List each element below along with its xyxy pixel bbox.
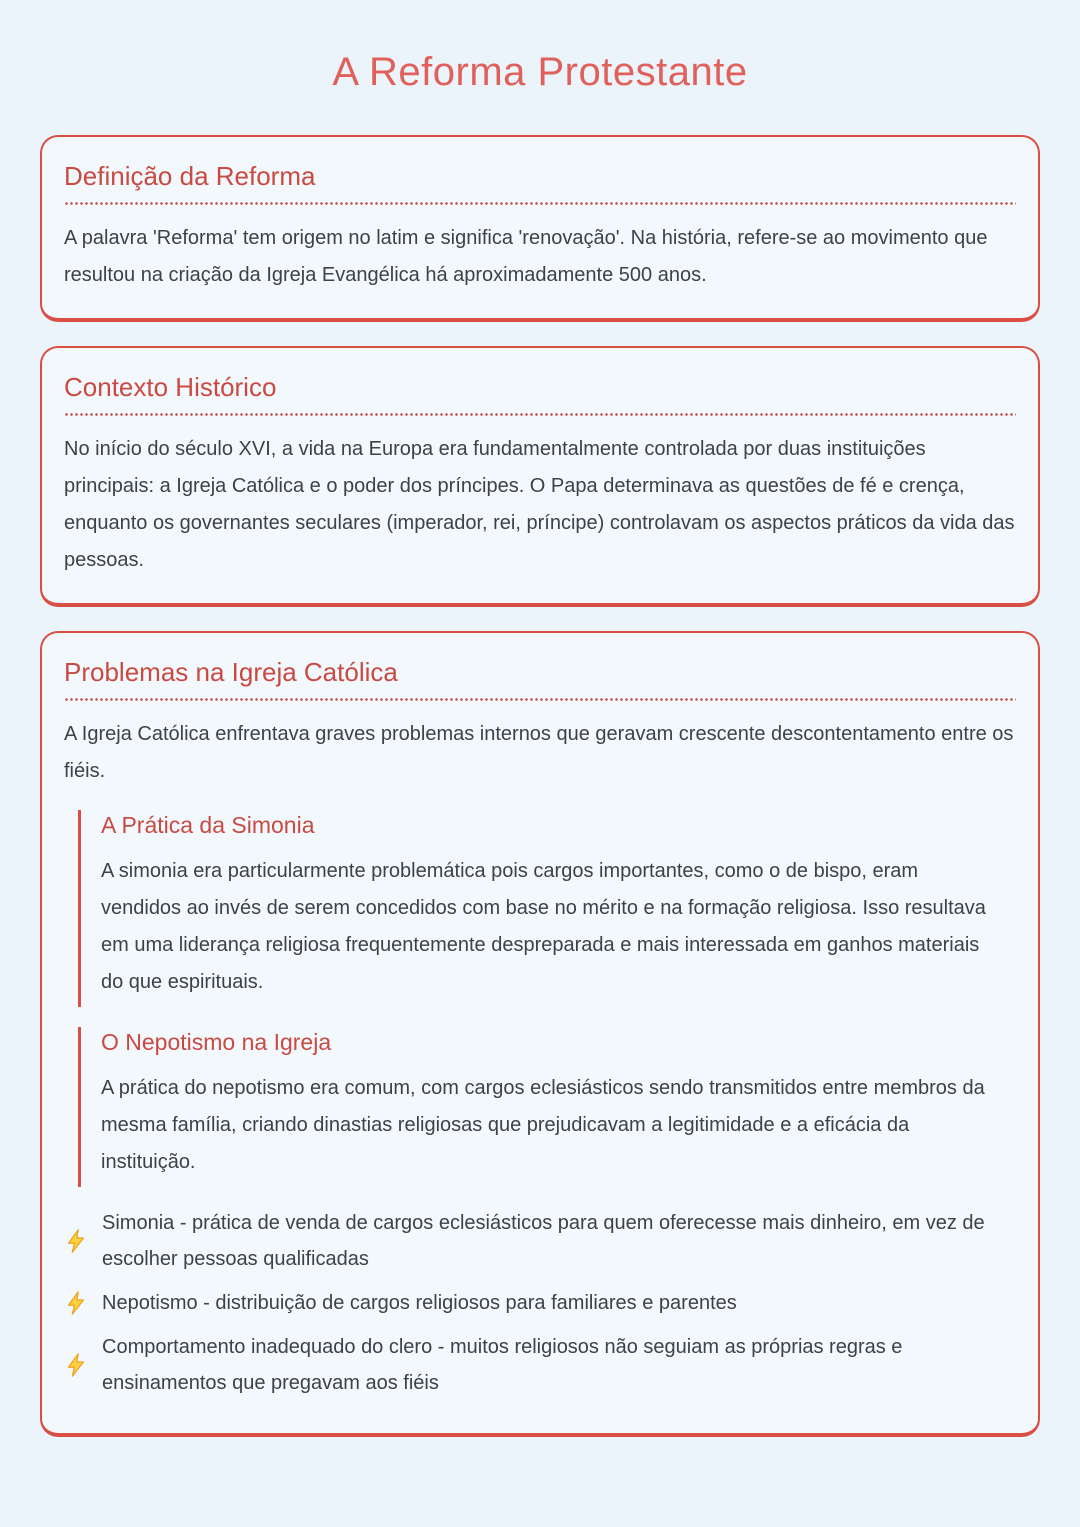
list-item-comportamento bbox=[64, 1329, 1016, 1401]
subsection-heading-simonia: A Prática da Simonia bbox=[101, 812, 315, 838]
lightning-icon bbox=[64, 1350, 88, 1380]
subsection-paragraph-nepotismo: A prática do nepotismo era comum, com cargos eclesiásticos sendo transmitidos entre membros da mesma família, criando dinastias religiosas que prejudicavam a legitimidade e a eficácia da instituição. bbox=[101, 1077, 985, 1173]
section-paragraph-contexto: No início do século XVI, a vida na Europa era fundamentalmente controlada por duas instituições principais: a Igreja Católica e o poder dos príncipes. O Papa determinava as questões de fé e crença, enquanto os governantes seculares (imperador, rei, príncipe) controlavam os aspectos práticos da vida das pessoas. bbox=[64, 438, 1015, 571]
card-contexto-historico bbox=[40, 346, 1040, 607]
section-paragraph-problemas: A Igreja Católica enfrentava graves problemas internos que geravam crescente descontentamento entre os fiéis. bbox=[64, 723, 1014, 782]
card-problemas-igreja bbox=[40, 631, 1040, 1437]
list-item-simonia bbox=[64, 1205, 1016, 1277]
section-heading-definicao: Definição da Reforma bbox=[64, 161, 316, 191]
section-heading-problemas: Problemas na Igreja Católica bbox=[64, 657, 398, 687]
subsection-nepotismo bbox=[78, 1027, 1016, 1187]
section-heading-contexto: Contexto Histórico bbox=[64, 372, 277, 402]
subsection-paragraph-simonia: A simonia era particularmente problemática pois cargos importantes, como o de bispo, eram vendidos ao invés de serem concedidos com base no mérito e na formação religiosa. Isso resultava em uma liderança religiosa frequentemente despreparada e mais interessada em ganhos materiais do que espirituais. bbox=[101, 860, 986, 993]
card-definicao-da-reforma bbox=[40, 135, 1040, 322]
dotted-divider bbox=[64, 202, 1016, 205]
lightning-icon bbox=[64, 1288, 88, 1318]
dotted-divider bbox=[64, 413, 1016, 416]
list-item-text: Simonia - prática de venda de cargos eclesiásticos para quem oferecesse mais dinheiro, em vez de escolher pessoas qualificadas bbox=[102, 1212, 985, 1270]
highlight-list bbox=[64, 1205, 1016, 1401]
subsection-simonia bbox=[78, 810, 1016, 1007]
page-title: A Reforma Protestante bbox=[332, 50, 748, 94]
list-item-text: Nepotismo - distribuição de cargos religiosos para familiares e parentes bbox=[102, 1292, 737, 1314]
document-page bbox=[40, 50, 1040, 1437]
list-item-text: Comportamento inadequado do clero - muitos religiosos não seguiam as próprias regras e ensinamentos que pregavam aos fiéis bbox=[102, 1336, 903, 1394]
section-paragraph-definicao: A palavra 'Reforma' tem origem no latim e significa 'renovação'. Na história, refere-se ao movimento que resultou na criação da Igreja Evangélica há aproximadamente 500 anos. bbox=[64, 227, 988, 286]
lightning-icon bbox=[64, 1226, 88, 1256]
subsection-heading-nepotismo: O Nepotismo na Igreja bbox=[101, 1029, 332, 1055]
dotted-divider bbox=[64, 698, 1016, 701]
list-item-nepotismo bbox=[64, 1285, 1016, 1321]
